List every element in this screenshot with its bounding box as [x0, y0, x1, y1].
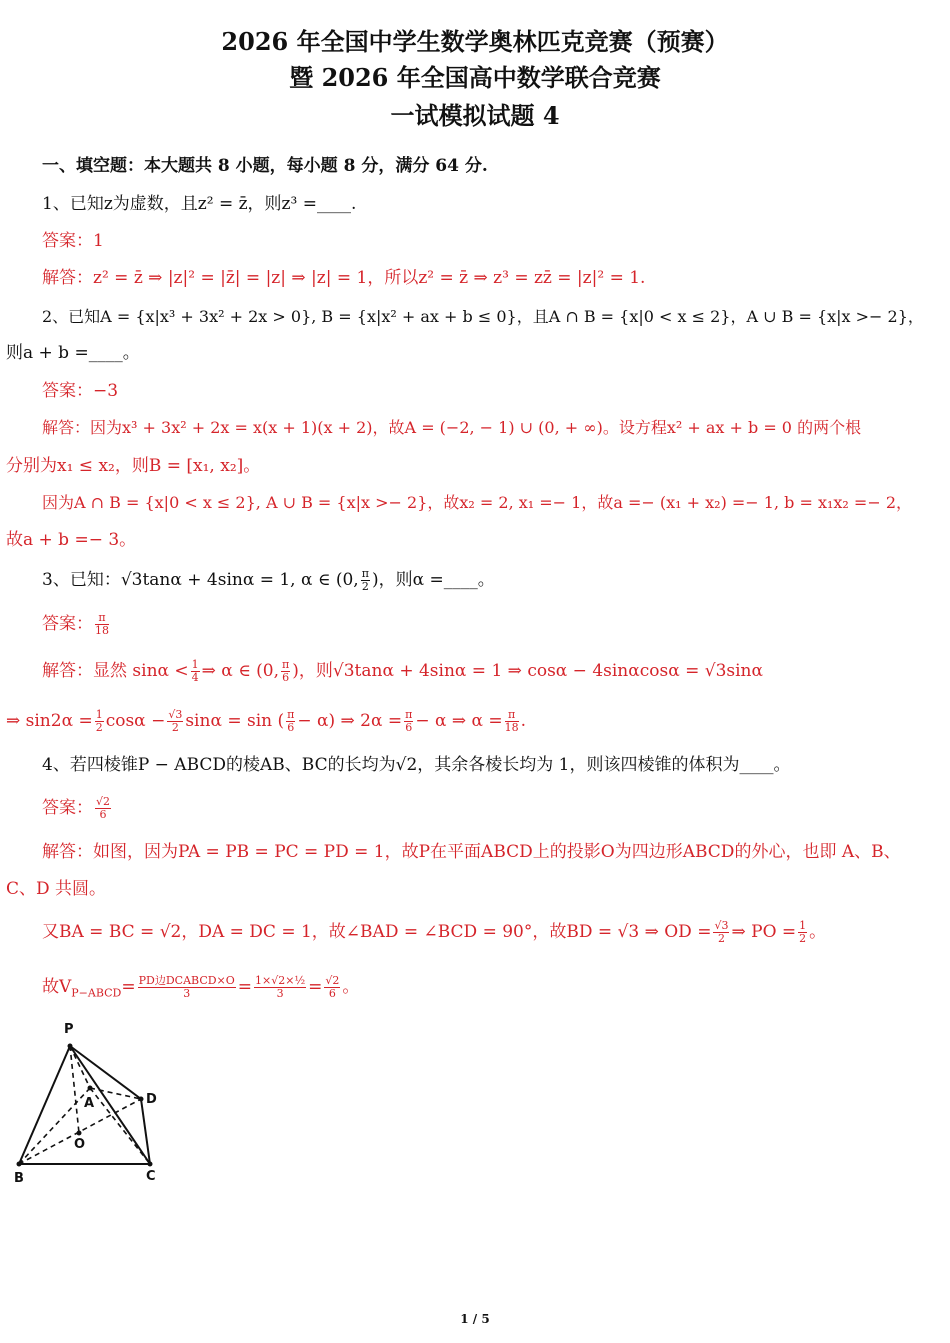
point-P: [68, 1044, 73, 1049]
q2-solution-line3: 因为A ∩ B = {x|0 < x ≤ 2}, A ∪ B = {x|x >− 2}，故x₂ = 2, x₁ =− 1，故a =− (x₁ + x₂) =− 1, b = x₁x₂ =− 2，: [42, 493, 913, 512]
q3-frac-pi-6-b: $\frac{\pi}{6}$: [287, 708, 295, 734]
q4-solution-line3: 又BA = BC = √2，DA = DC = 1，故∠BAD = ∠BCD = 90°，故BD = √3 ⇒ OD = $\frac{√3}{2}$ ⇒ PO = $\frac{1}{2}$ 。: [42, 919, 827, 945]
point-C: [148, 1162, 153, 1167]
label-A: A: [84, 1096, 95, 1111]
q3-fraction-pi-2: $\frac{\pi}{2}$: [361, 567, 369, 593]
q4-solution-line2: C、D 共圆。: [6, 879, 107, 899]
q4-solution-line1: 解答：如图，因为PA = PB = PC = PD = 1，故P在平面ABCD上的投影O为四边形ABCD的外心，也即 A、B、: [42, 842, 901, 862]
point-A: [88, 1086, 93, 1091]
q3-solution-line1: 解答：显然 sinα < $\frac{1}{4}$ ⇒ α ∈ (0, $\frac{\pi}{6}$ )，则√3tanα + 4sinα = 1 ⇒ cosα − 4sinαcosα = √3sinα: [42, 658, 763, 684]
q3-question-post: )，则α =____。: [371, 570, 495, 590]
q4-frac-volume-a: $\frac{\text{PD边DCABCD×O}}{3}$: [138, 974, 235, 1000]
q2-solution-line1: 解答：因为x³ + 3x² + 2x = x(x + 1)(x + 2)，故A = (−2, − 1) ∪ (0, + ∞)。设方程x² + ax + b = 0 的两个根: [42, 418, 862, 437]
title-line-1: 2026 年全国中学生数学奥林匹克竞赛（预赛）: [221, 27, 729, 56]
q3-solution-line2: ⇒ sin2α = $\frac{1}{2}$ cosα − $\frac{√3}{2}$ sinα = sin ( $\frac{\pi}{6}$ − α) ⇒ 2α = $\frac{\pi}{6}$ − α ⇒ α = $\frac{\pi}{18}$ .: [6, 708, 527, 734]
q4-frac-1-2: $\frac{1}{2}$: [799, 919, 807, 945]
section-heading: 一、填空题：本大题共 8 小题，每小题 8 分，满分 64 分.: [42, 156, 488, 176]
label-B: B: [14, 1171, 24, 1186]
label-C: C: [146, 1169, 156, 1184]
q3-frac-1-2: $\frac{1}{2}$: [95, 708, 103, 734]
title-line-3: 一试模拟试题 4: [390, 101, 560, 130]
q4-answer: 答案： $\frac{√2}{6}$: [42, 795, 111, 821]
q3-frac-pi-6: $\frac{\pi}{6}$: [282, 658, 290, 684]
q3-question-pre: 3、已知：√3tanα + 4sinα = 1, α ∈ (0,: [42, 570, 359, 590]
q4-frac-volume-c: $\frac{√2}{6}$: [325, 974, 340, 1000]
edge-PB: [19, 1046, 70, 1164]
point-O: [77, 1131, 82, 1136]
q3-frac-1-4: $\frac{1}{4}$: [191, 658, 199, 684]
q3-frac-pi-6-c: $\frac{\pi}{6}$: [405, 708, 413, 734]
q2-solution-line2: 分别为x₁ ≤ x₂，则B = [x₁, x₂]。: [6, 456, 261, 476]
q4-solution-line4: 故$V_{P-ABCD}=$ $\frac{\text{PD边DCABCD×O}}{3}$ = $\frac{\text{1×√2×½}}{3}$ = $\frac{√2}{6}$ 。: [42, 974, 360, 1000]
q1-question: 1、已知z为虚数，且z² = z̄，则z³ =____.: [42, 194, 357, 214]
label-P: P: [64, 1022, 74, 1037]
q4-frac-volume-b: $\frac{\text{1×√2×½}}{3}$: [255, 974, 306, 1000]
q2-solution-line4: 故a + b =− 3。: [6, 530, 137, 550]
edge-PD: [70, 1046, 141, 1099]
q3-answer: 答案： $\frac{\pi}{18}$: [42, 611, 109, 637]
q2-question-line1: 2、已知A = {x|x³ + 3x² + 2x > 0}, B = {x|x² + ax + b ≤ 0}，且A ∩ B = {x|0 < x ≤ 2}，A ∪ B = {x|x >− 2}，: [42, 307, 924, 326]
q2-answer: 答案：−3: [42, 381, 119, 401]
q1-answer: 答案：1: [42, 231, 104, 251]
q1-solution: 解答：z² = z̄ ⇒ |z|² = |z̄| = |z| ⇒ |z| = 1，所以z² = z̄ ⇒ z³ = zz̄ = |z|² = 1.: [42, 268, 646, 288]
label-D: D: [146, 1092, 157, 1107]
q2-question-line2: 则a + b =____。: [6, 343, 140, 363]
q3-question: [42, 568, 495, 593]
q3-answer-fraction: $\frac{\pi}{18}$: [95, 611, 109, 637]
title-line-2: 暨 2026 年全国高中数学联合竞赛: [289, 63, 661, 92]
pyramid-figure: [0, 1015, 200, 1195]
q4-answer-fraction: $\frac{√2}{6}$: [96, 795, 111, 821]
q4-frac-sqrt3-2: $\frac{√3}{2}$: [714, 919, 729, 945]
point-D: [139, 1097, 144, 1102]
q3-frac-pi-18: $\frac{\pi}{18}$: [504, 708, 519, 734]
q3-frac-sqrt3-2: $\frac{√3}{2}$: [168, 708, 183, 734]
edge-AB: [19, 1088, 90, 1164]
q4-question: 4、若四棱锥P − ABCD的棱AB、BC的长均为√2，其余各棱长均为 1，则该四棱锥的体积为____。: [42, 755, 791, 775]
label-O: O: [74, 1137, 86, 1152]
page-number: 1 / 5: [460, 1312, 490, 1326]
point-B: [17, 1162, 22, 1167]
